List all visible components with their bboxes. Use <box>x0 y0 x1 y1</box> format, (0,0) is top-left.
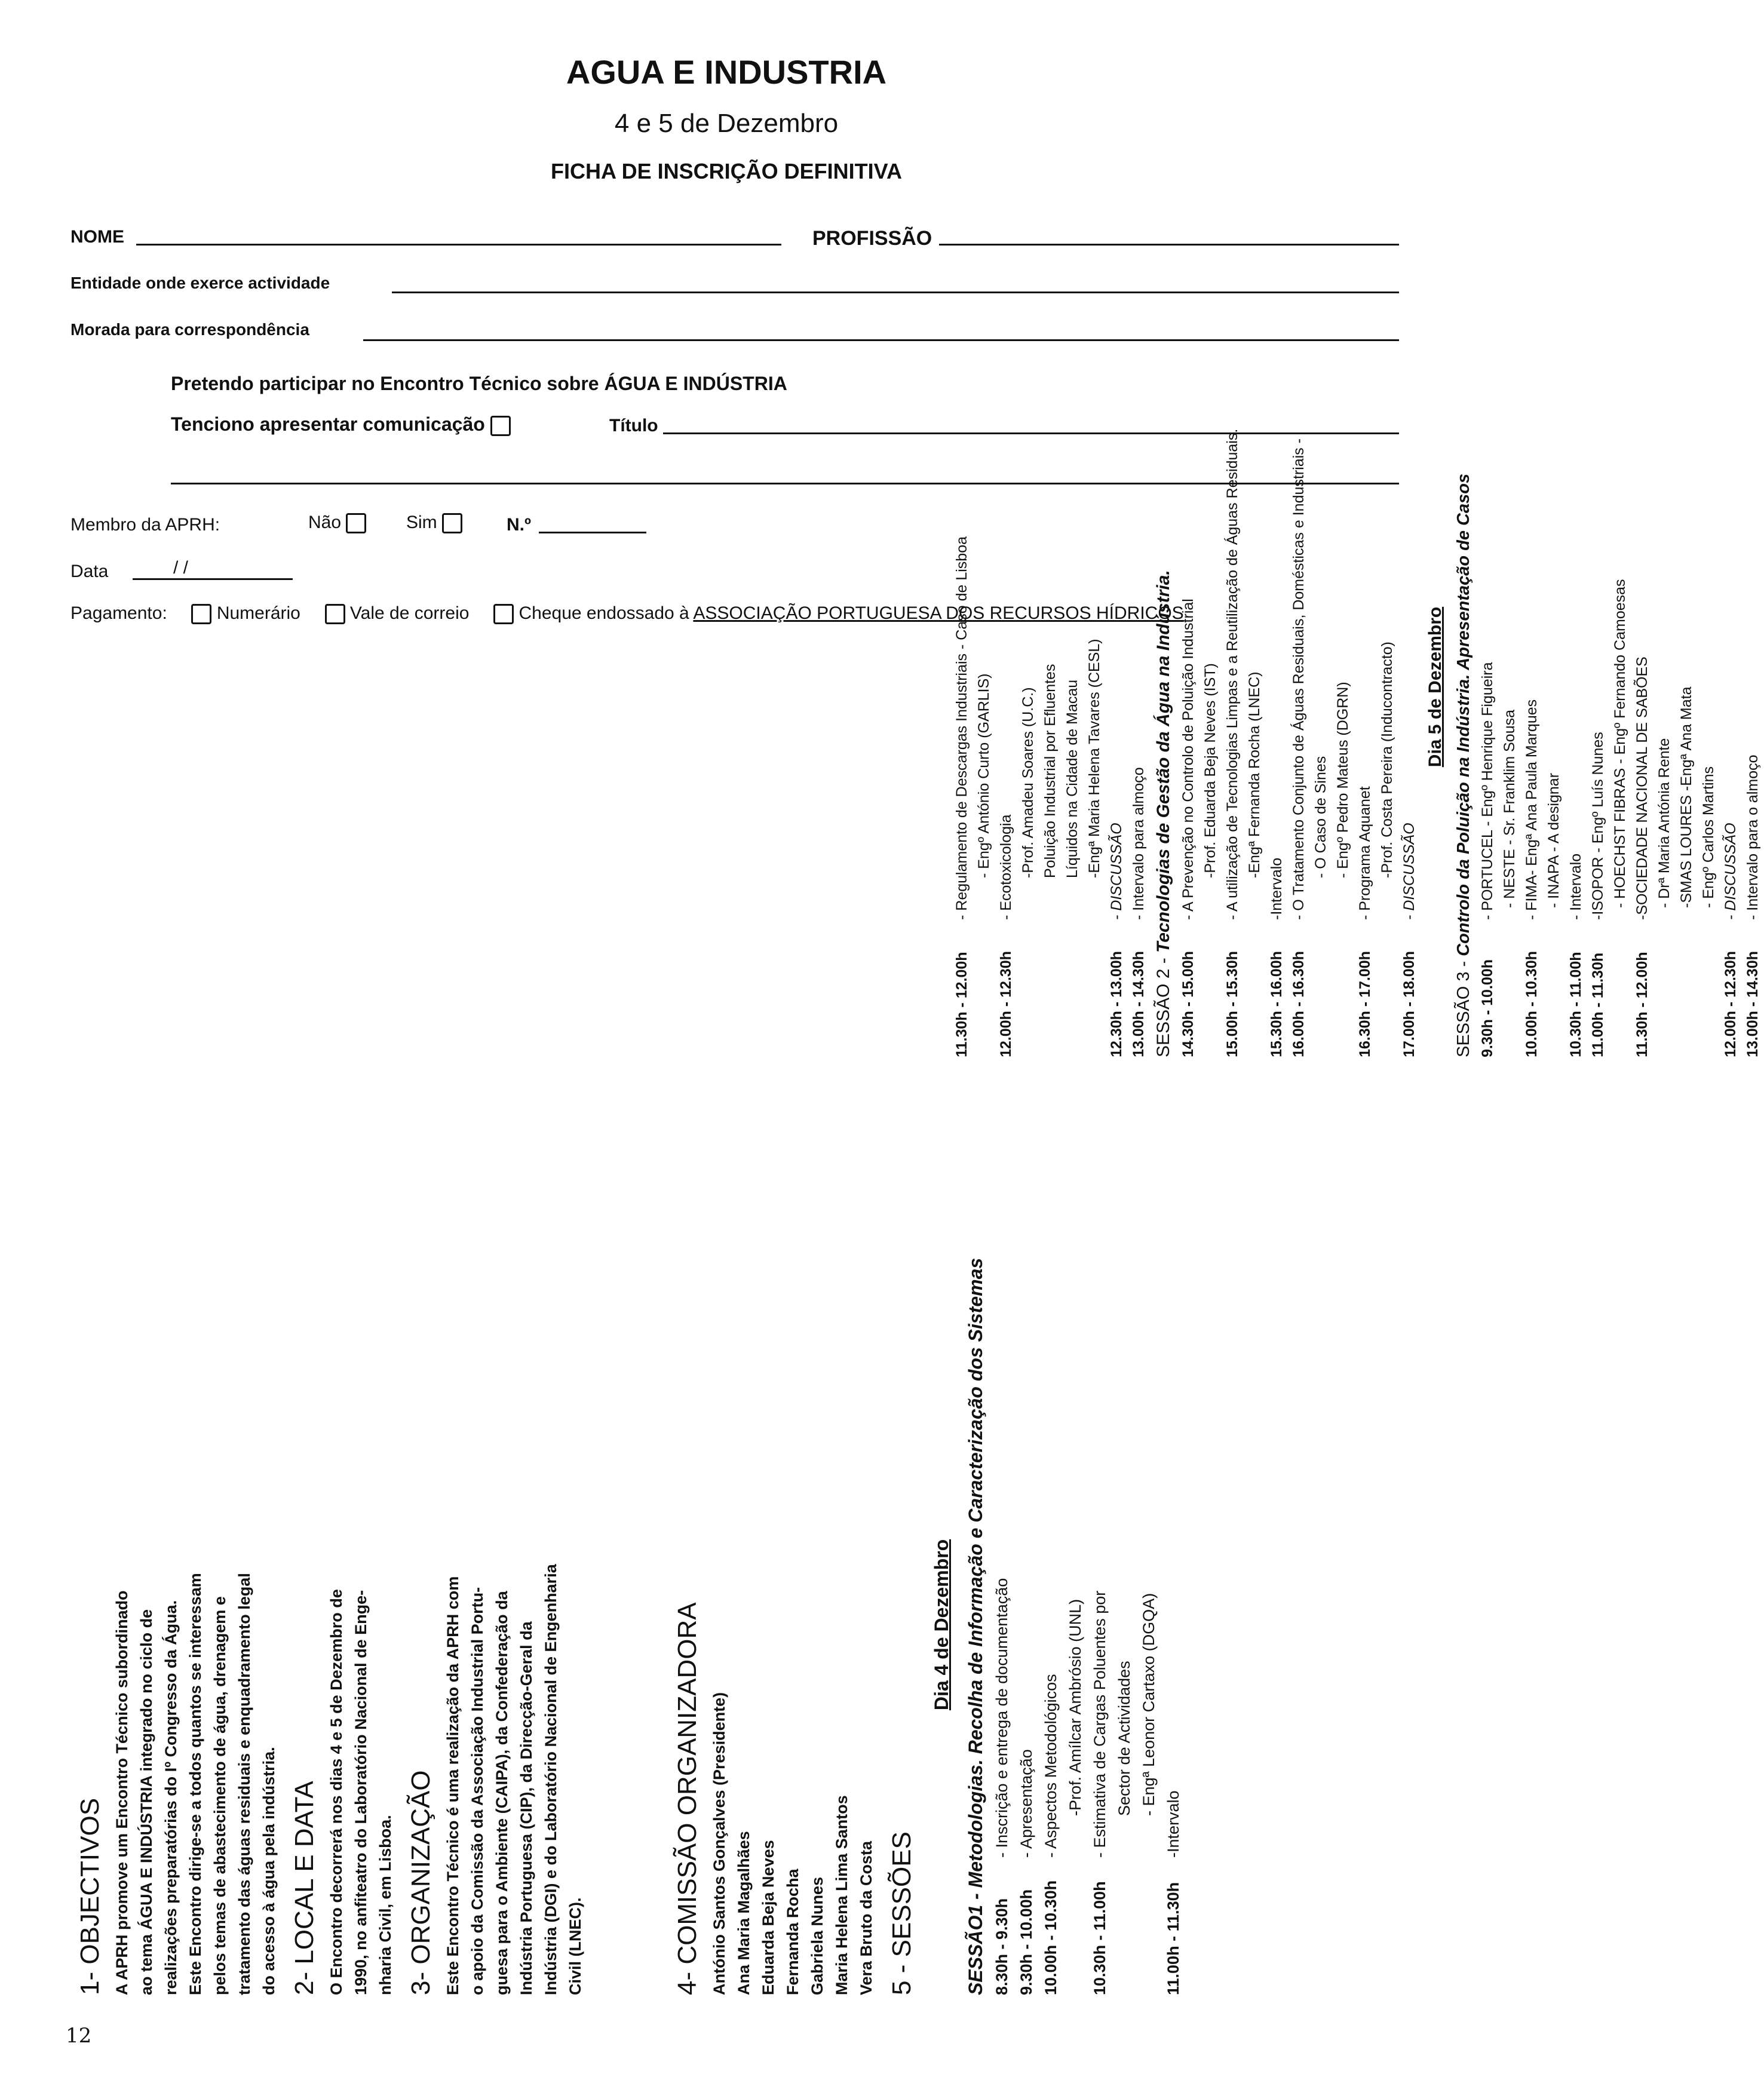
list-item: Gabriela Nunes <box>808 1876 826 1995</box>
schedule-text: - DISCUSSÃO <box>1401 823 1418 920</box>
session-2-label: SESSÃO 2 - <box>1153 958 1173 1057</box>
schedule-row <box>1106 317 1128 1057</box>
text-line: Indústria (DGI) e do Laboratório Nacional de Engenharia <box>542 1564 560 1995</box>
nome-field[interactable] <box>136 244 781 246</box>
event-dates: 4 e 5 de Dezembro <box>614 109 839 138</box>
schedule-text: - NESTE - Sr. Franklim Sousa <box>1501 709 1518 908</box>
schedule-time: 16.30h - 17.00h <box>1357 951 1373 1057</box>
schedule-text: - PORTUCEL - Engº Henrique Figueira <box>1479 662 1496 920</box>
schedule-text: - INAPA - A designar <box>1545 772 1562 908</box>
schedule-text: -SOCIEDADE NACIONAL DE SABÕES <box>1634 656 1651 920</box>
list-item: Vera Bruto da Costa <box>857 1840 875 1995</box>
text-line: Civil (LNEC). <box>566 1897 584 1995</box>
communication-text: Tenciono apresentar comunicação <box>171 413 485 435</box>
schedule-time: 12.30h - 13.00h <box>1108 951 1125 1057</box>
schedule-text: - HOECHST FIBRAS - Engº Fernando Camoesas <box>1612 579 1628 908</box>
schedule-text: - Engº António Curto (GARLIS) <box>975 673 992 878</box>
schedule-text: - Engº Carlos Martins <box>1700 766 1717 908</box>
session-3-title <box>1450 317 1477 1057</box>
heading-local-data: 2- LOCAL E DATA <box>290 1781 319 1995</box>
data-separators: / / <box>173 558 189 578</box>
schedule-text: -Intervalo <box>1164 1790 1182 1858</box>
schedule-text: - A Prevenção no Controlo de Poluição Industrial <box>1180 599 1197 920</box>
schedule-text: - O Caso de Sines <box>1312 756 1329 878</box>
schedule-row <box>1161 1254 1186 1995</box>
heading-sessoes: 5 - SESSÕES <box>887 1831 916 1995</box>
schedule-text: - Programa Aquanet <box>1357 786 1373 920</box>
sim-option <box>406 513 462 533</box>
local-data-text <box>324 1254 398 1995</box>
schedule-text: - Ecotoxicologia <box>998 814 1014 920</box>
heading-organizacao: 3- ORGANIZAÇÃO <box>406 1770 435 1995</box>
profissao-field[interactable] <box>939 244 1399 246</box>
schedule-row <box>1631 317 1653 1057</box>
list-item: Eduarda Beja Neves <box>759 1840 777 1995</box>
participation-statement: Pretendo participar no Encontro Técnico sobre ÁGUA E INDÚSTRIA <box>171 373 787 394</box>
heading-comissao: 4- COMISSÃO ORGANIZADORA <box>673 1602 702 1995</box>
column-objectives <box>67 1254 584 1995</box>
schedule-row <box>1742 317 1764 1057</box>
page-title: AGUA E INDUSTRIA <box>566 53 887 91</box>
schedule-text: - Inscrição e entrega de documentação <box>993 1578 1011 1858</box>
schedule-row <box>1720 317 1742 1057</box>
list-item: Ana Maria Magalhães <box>735 1831 753 1995</box>
schedule-time: 13.00h - 14.30h <box>1744 951 1761 1057</box>
schedule-text: -Prof. Eduarda Beja Neves (IST) <box>1202 663 1219 878</box>
schedule-text: - Drª Maria Antónia Rente <box>1656 738 1673 908</box>
schedule-row <box>951 317 973 1057</box>
schedule-time: 10.30h - 11.00h <box>1567 952 1584 1057</box>
heading-objectivos: 1- OBJECTIVOS <box>75 1797 105 1995</box>
schedule-row <box>1266 317 1288 1057</box>
text-line: O Encontro decorrerá nos dias 4 e 5 de Dezembro de <box>327 1589 345 1995</box>
nao-checkbox[interactable] <box>346 513 366 533</box>
text-line: ao tema ÁGUA E INDÚSTRIA integrado no ciclo de <box>137 1609 155 1995</box>
schedule-text: -SMAS LOURES -Engª Ana Mata <box>1678 686 1695 908</box>
text-line: tratamento das águas residuais e enquadramento legal <box>235 1573 253 1995</box>
schedule-text: - Intervalo para almoço <box>1130 767 1147 920</box>
session-2-name: Tecnologias de Gestão da Água na Indústria. <box>1153 570 1173 953</box>
schedule-time: 14.30h - 15.00h <box>1180 951 1197 1057</box>
schedule-row <box>1177 317 1199 1057</box>
page-number: 12 <box>66 2024 92 2048</box>
association-name: ASSOCIAÇÃO PORTUGUESA DOS RECURSOS HÍDRICOS <box>693 603 1184 623</box>
schedule-row <box>1222 317 1244 1057</box>
schedule-text: - FIMA- Engª Ana Paula Marques <box>1523 699 1540 920</box>
text-line: guesa para o Ambiente (CAIPA), da Confederação da <box>493 1591 511 1995</box>
text-line: o apoio da Comissão da Associação Industrial Portu- <box>468 1587 486 1995</box>
text-line: nharia Civil, em Lisboa. <box>376 1815 394 1995</box>
day-2-heading: Dia 5 de Dezembro <box>1425 606 1445 768</box>
vale-label: Vale de correio <box>349 603 470 623</box>
schedule-time: 13.00h - 14.30h <box>1130 951 1147 1057</box>
schedule-row <box>1128 317 1150 1057</box>
schedule-text: - Estimativa de Cargas Poluentes por <box>1091 1590 1109 1858</box>
schedule-time: 16.00h - 16.30h <box>1290 951 1307 1057</box>
text-line: Este Encontro Técnico é uma realização da APRH com <box>444 1576 462 1995</box>
schedule-text: - A utilização de Tecnologias Limpas e a Reutilização de Águas Residuais. <box>1224 428 1241 920</box>
cheque-label: Cheque endossado à <box>519 603 689 623</box>
morada-label: Morada para correspondência <box>70 320 309 339</box>
schedule-row <box>995 317 1017 1057</box>
schedule-text: -Prof. Amadeu Soares (U.C.) <box>1020 687 1036 878</box>
sim-label: Sim <box>406 513 437 532</box>
schedule-text: -Prof. Amílcar Ambrósio (UNL) <box>1066 1599 1084 1816</box>
schedule-text: - Intervalo <box>1567 853 1584 920</box>
text-line: A APRH promove um Encontro Técnico subordinado <box>113 1590 131 1995</box>
schedule-text: - DISCUSSÃO <box>1722 823 1739 920</box>
schedule-time: 15.00h - 15.30h <box>1224 951 1241 1057</box>
text-line: Indústria Portuguesa (CIP), da Direcção-Geral da <box>517 1621 535 1995</box>
text-line: pelos temas de abastecimento de água, drenagem e <box>211 1596 229 1995</box>
schedule-text: -Prof. Costa Pereira (Inducontracto) <box>1379 642 1395 878</box>
schedule-row <box>1565 317 1587 1057</box>
schedule-text: -Engª Maria Helena Tavares (CESL) <box>1086 639 1103 878</box>
organizacao-text <box>441 1254 588 1995</box>
text-line: Este Encontro dirige-se a todos quantos se interessam <box>186 1573 204 1995</box>
schedule-row <box>1477 317 1499 1057</box>
schedule-row <box>1288 317 1310 1057</box>
objectivos-text <box>110 1254 281 1995</box>
sim-checkbox[interactable] <box>442 513 462 533</box>
communication-label <box>171 413 511 436</box>
entidade-field[interactable] <box>392 292 1399 293</box>
schedule-text: Poluição Industrial por Efluentes <box>1042 664 1059 878</box>
committee-list <box>707 1254 879 1995</box>
session-1-title: SESSÃO1 - Metodologias. Recolha de Informação e Caracterização dos Sistemas <box>965 1257 986 1995</box>
data-field[interactable] <box>133 578 293 580</box>
text-line: 1990, no anfiteatro do Laboratório Nacional de Enge- <box>352 1590 370 1995</box>
schedule-time: 12.00h - 12.30h <box>1722 951 1739 1057</box>
list-item: Fernanda Rocha <box>784 1869 802 1995</box>
schedule-time: 10.00h - 10.30h <box>1042 1880 1060 1995</box>
schedule-text: -Engª Fernanda Rocha (LNEC) <box>1246 671 1263 878</box>
list-item: Maria Helena Lima Santos <box>833 1795 851 1995</box>
schedule-row <box>1398 317 1421 1057</box>
numerario-checkbox[interactable] <box>191 604 211 624</box>
schedule-text: - Intervalo para o almoço <box>1744 754 1761 920</box>
schedule-text: - Engª Leonor Cartaxo (DGQA) <box>1140 1593 1158 1816</box>
schedule-time: 11.30h - 12.00h <box>1634 952 1651 1057</box>
schedule-time: 15.30h - 16.00h <box>1268 951 1285 1057</box>
schedule-row <box>1039 1254 1063 1995</box>
communication-checkbox[interactable] <box>490 416 511 436</box>
schedule-row <box>1088 1254 1112 1995</box>
text-line: do acesso à água pela indústria. <box>260 1747 278 1995</box>
session-3-label: SESSÃO 3 - <box>1454 961 1473 1057</box>
nao-label: Não <box>308 513 342 532</box>
schedule-time: 17.00h - 18.00h <box>1401 951 1418 1057</box>
titulo-label: Título <box>609 416 658 435</box>
schedule-time: 12.00h - 12.30h <box>998 951 1014 1057</box>
list-item: António Santos Gonçalves (Presidente) <box>710 1692 728 1995</box>
schedule-row <box>1354 317 1376 1057</box>
numerario-label: Numerário <box>216 603 300 623</box>
schedule-text: - Apresentação <box>1017 1749 1035 1858</box>
numero-label: N.º <box>507 515 531 535</box>
schedule-time: 11.30h - 12.00h <box>953 952 970 1057</box>
schedule-text: Líquidos na Cidade de Macau <box>1064 679 1081 878</box>
profissao-label: PROFISSÃO <box>812 227 932 250</box>
nome-label: NOME <box>70 227 124 247</box>
day-1-heading: Dia 4 de Dezembro <box>931 1539 952 1711</box>
session-1-schedule <box>990 1254 1186 1995</box>
pagamento-label: Pagamento: <box>70 603 167 623</box>
entidade-label: Entidade onde exerce actividade <box>70 274 330 292</box>
schedule-row <box>990 1254 1014 1995</box>
schedule-text: Sector de Actividades <box>1115 1661 1133 1816</box>
schedule-row <box>1521 317 1543 1057</box>
schedule-text: - O Tratamento Conjunto de Águas Residuais, Domésticas e Industriais - <box>1290 438 1307 920</box>
nao-option <box>308 513 366 533</box>
schedule-time: 10.30h - 11.00h <box>1091 1881 1109 1995</box>
text-line: realizações preparatórias do Iº Congresso da Água. <box>162 1600 180 1995</box>
session-3-name: Controlo da Poluição na Indústria. Apresentação de Casos <box>1454 473 1473 956</box>
schedule-text: - Regulamento de Descargas Industriais - Caso de Lisboa <box>953 536 970 920</box>
schedule-text: - Aspectos Metodológicos <box>1042 1674 1060 1858</box>
cheque-checkbox[interactable] <box>493 604 514 624</box>
schedule-text: - Engº Pedro Mateus (DGRN) <box>1334 682 1351 878</box>
schedule-text: -ISOPOR - Engº Luís Nunes <box>1590 732 1606 920</box>
schedule-row <box>1587 317 1609 1057</box>
vale-checkbox[interactable] <box>325 604 345 624</box>
schedule-text: - DISCUSSÃO <box>1108 823 1125 920</box>
schedule-time: 9.30h - 10.00h <box>1479 959 1496 1057</box>
schedule-row <box>1014 1254 1039 1995</box>
schedule-time: 11.00h - 11.30h <box>1590 952 1606 1057</box>
schedule-time: 9.30h - 10.00h <box>1017 1889 1035 1995</box>
schedule-text: -Intervalo <box>1268 857 1285 920</box>
schedule-time: 8.30h - 9.30h <box>993 1898 1011 1995</box>
schedule-time: 11.00h - 11.30h <box>1164 1882 1182 1995</box>
membro-label: Membro da APRH: <box>70 515 220 535</box>
schedule-time: 10.00h - 10.30h <box>1523 951 1540 1057</box>
column-committee <box>664 1254 1182 1995</box>
session-2-title <box>1150 317 1177 1057</box>
numero-field[interactable] <box>539 532 646 533</box>
data-label: Data <box>70 562 109 581</box>
form-title: FICHA DE INSCRIÇÃO DEFINITIVA <box>550 159 902 183</box>
column-sessions <box>951 317 1761 1057</box>
